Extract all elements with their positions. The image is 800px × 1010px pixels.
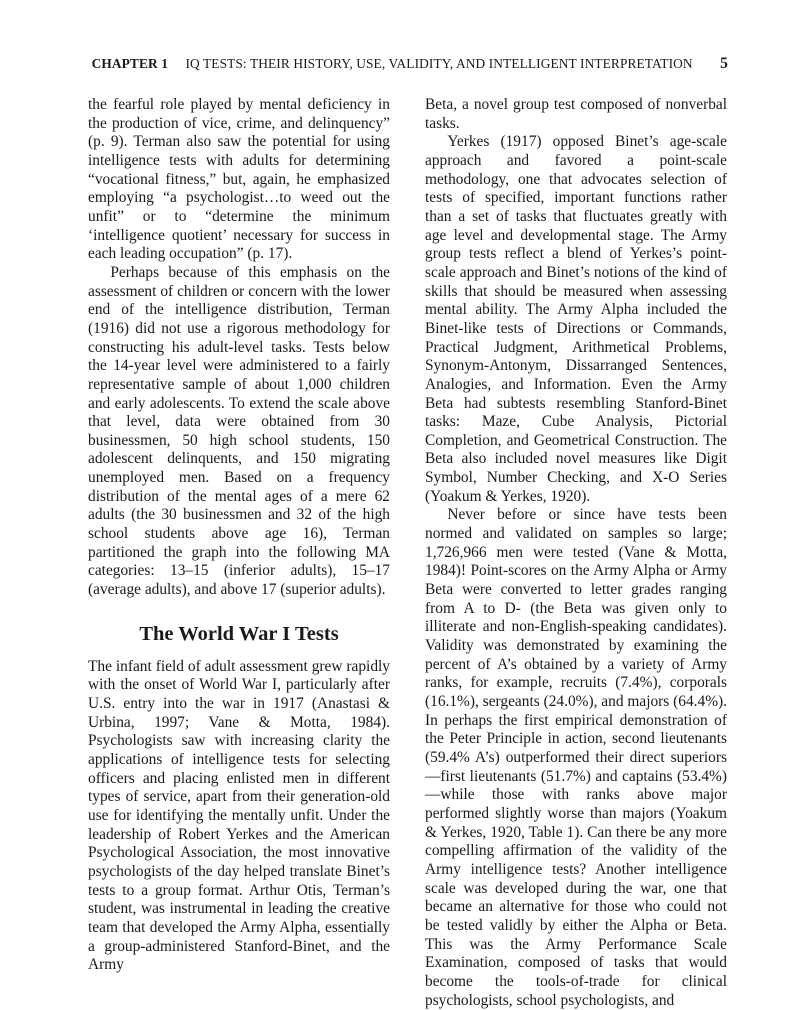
right-column [425,96,727,1010]
paragraph: The infant field of adult assessment grew rapidly with the onset of World War I, particularly after U.S. entry into the war in 1917 (Anastasi & Urbina, 1997; Vane & Motta, 1984). Psychologists saw with increasing clarity the applications of intelligence tests for selecting officers and placing enlisted men in different types of service, apart from their generation-old use for identifying the mentally unfit. Under the leadership of Robert Yerkes and the American Psychological Association, the most innovative psychologists of the day helped translate Binet’s tests to a group format. Arthur Otis, Terman’s student, was instrumental in leading the creative team that developed the Army Alpha, essentially a group-administered Stanford-Binet, and the Army [88,657,390,974]
chapter-title: IQ TESTS: THEIR HISTORY, USE, VALIDITY, AND INTELLIGENT INTERPRETATION [185,56,693,71]
paragraph: Never before or since have tests been normed and validated on samples so large; 1,726,966 men were tested (Vane & Motta, 1984)! Point-scores on the Army Alpha or Army Beta were converted to letter grades ranging from A to D- (the Beta was given only to illiterate and non-English-speaking candidates). Validity was demonstrated by examining the percent of A’s obtained by a variety of Army ranks, for example, recruits (7.4%), corporals (16.1%), sergeants (24.0%), and majors (64.4%). In perhaps the first empirical demonstration of the Peter Principle in action, second lieutenants (59.4% A’s) outperformed their direct superiors—first lieutenants (51.7%) and captains (53.4%)—while those with ranks above major performed slightly worse than majors (Yoakum & Yerkes, 1920, Table 1). Can there be any more compelling affirmation of the validity of the Army intelligence tests? Another intelligence scale was developed during the war, one that became an alternative for those who could not be tested validly by either the Alpha or Beta. This was the Army Performance Scale Examination, composed of tasks that would become the tools-of-trade for clinical psychologists, school psychologists, and [425,506,727,1009]
chapter-label: CHAPTER 1 [91,56,169,71]
paragraph: Perhaps because of this emphasis on the assessment of children or concern with the lower end of the intelligence distribution, Terman (1916) did not use a rigorous methodology for constructing his adult-level tasks. Tests below the 14-year level were administered to a fairly representative sample of about 1,000 children and early adolescents. To extend the scale above that level, data were obtained from 30 businessmen, 50 high school students, 150 adolescent delinquents, and 150 migrating unemployed men. Based on a frequency distribution of the mental ages of a mere 62 adults (the 30 businessmen and 32 of the high school students above age 16), Terman partitioned the graph into the following MA categories: 13–15 (inferior adults), 15–17 (average adults), and above 17 (superior adults). [88,263,390,599]
section-heading: The World War I Tests [139,622,339,645]
page-number: 5 [720,55,728,72]
paragraph: the fearful role played by mental deficiency in the production of vice, crime, and delinquency” (p. 9). Terman also saw the potential for using intelligence tests with adults for determining “vocational fitness,” but, again, he emphasized employing “a psychologist…to weed out the unfit” or to “determine the minimum ‘intelligence quotient’ necessary for success in each leading occupation” (p. 17). [88,96,390,263]
running-head [88,55,728,73]
left-column [88,96,390,975]
paragraph: Yerkes (1917) opposed Binet’s age-scale approach and favored a point-scale methodology, one that advocates selection of tests of specified, important functions rather than a set of tasks that fluctuates greatly with age level and developmental stage. The Army group tests reflect a blend of Yerkes’s point-scale approach and Binet’s notions of the kind of skills that should be measured when assessing mental ability. The Army Alpha included the Binet-like tests of Directions or Commands, Practical Judgment, Arithmetical Problems, Synonym-Antonym, Dissarranged Sentences, Analogies, and Information. Even the Army Beta had subtests resembling Stanford-Binet tasks: Maze, Cube Analysis, Pictorial Completion, and Geometrical Construction. The Beta also included novel measures like Digit Symbol, Number Checking, and X-O Series (Yoakum & Yerkes, 1920). [425,133,727,505]
paragraph: Beta, a novel group test composed of nonverbal tasks. [425,96,727,132]
